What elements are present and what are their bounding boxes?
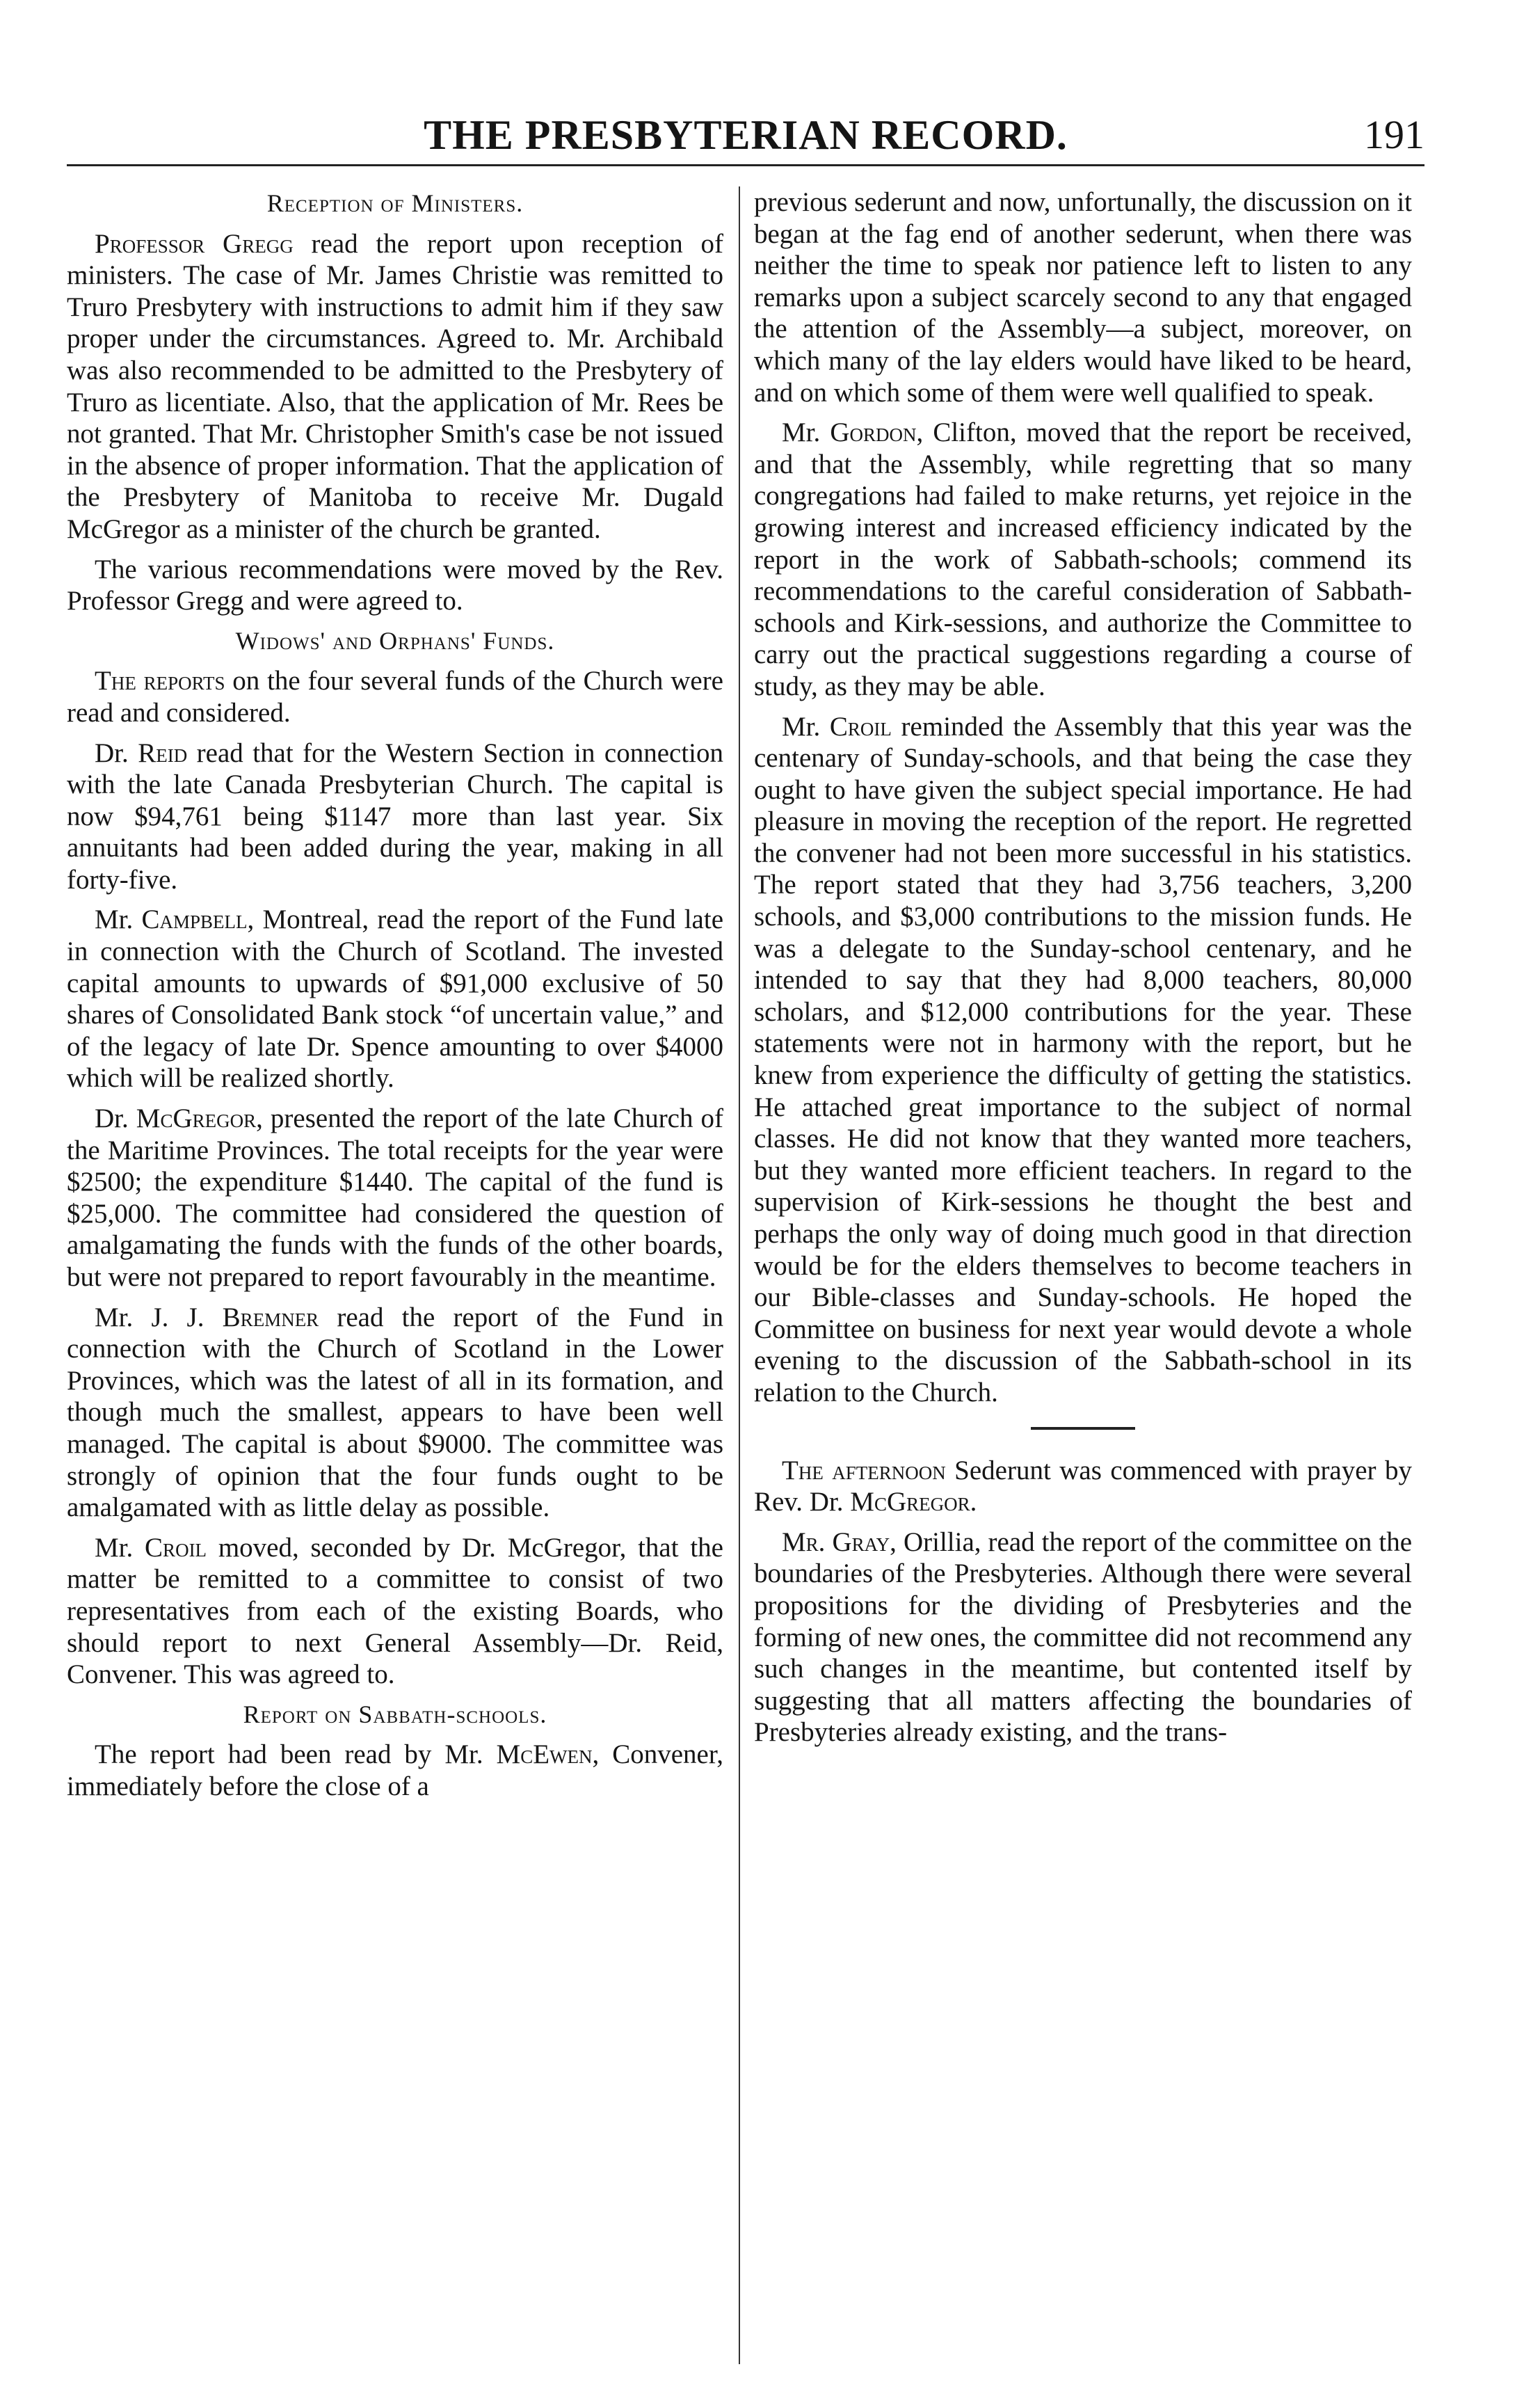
section-separator-rule xyxy=(1031,1427,1135,1430)
speaker-name: Bremner xyxy=(222,1302,319,1332)
paragraph xyxy=(67,665,723,728)
paragraph-text: Sederunt was commenced with prayer by Rev. Dr. xyxy=(754,1455,1412,1517)
left-column xyxy=(67,186,723,2364)
paragraph xyxy=(67,904,723,1094)
paragraph xyxy=(67,1532,723,1691)
paragraph xyxy=(754,1455,1412,1518)
paragraph xyxy=(67,1739,723,1802)
paragraph xyxy=(67,228,723,545)
paragraph-text: read the report of the Fund in connection with the Church of Scotland in the Lower Provinces, which was the latest of all in its formation, and though much the smallest, appears to have been well managed. The capital is about $9000. The committee was strongly of opinion that the four funds ought to be amalgamated with as little delay as possible. xyxy=(67,1302,723,1523)
paragraph-text: on the four several funds of the Church were read and considered. xyxy=(67,666,723,728)
paragraph-text: , Orillia, read the report of the committee on the boundaries of the Presbyteries. Although there were several propositions for the dividing of Presbyteries and the forming of new ones, the committee did not recommend any such changes in the meantime, but contented itself by suggesting that all matters affecting the boundaries of Presbyteries already existing, and the trans- xyxy=(754,1526,1412,1748)
section-heading-widows-orphans-funds: Widows' and Orphans' Funds. xyxy=(235,626,555,655)
section-heading-sabbath-schools: Report on Sabbath-schools. xyxy=(243,1700,547,1728)
lead-in: The reports xyxy=(95,666,225,696)
running-header xyxy=(67,104,1424,167)
column-divider xyxy=(739,186,740,2364)
speaker-name: Gordon xyxy=(830,417,917,448)
section-heading-reception-of-ministers: Reception of Ministers. xyxy=(266,189,524,217)
paragraph-text: , Convener, immediately before the close of a xyxy=(67,1739,723,1801)
paragraph-text: read the report upon reception of ministers. The case of Mr. James Christie was remitted to Truro Presbytery with instructions to admit him if they saw proper under the circumstances. Agreed to. Mr. Archibald was also recommended to be admitted to the Presbytery of Truro as licentiate. Also, that the application of Mr. Rees be not granted. That Mr. Christopher Smith's case be not issued in the absence of proper information. That the application of the Presbytery of Manitoba to receive Mr. Dugald McGregor as a minister of the church be granted. xyxy=(67,228,723,544)
speaker-name: McGregor xyxy=(136,1103,257,1134)
paragraph-prefix: Mr. xyxy=(95,1532,145,1563)
paragraph-prefix: Mr. xyxy=(782,711,830,742)
paragraph-continued: previous sederunt and now, unfortunally, the discussion on it began at the fag end of another sederunt, when there was neither the time to speak nor patience left to listen to any remarks upon a subject scarcely second to any that engaged the attention of the Assembly—a subject, moreover, on which many of the lay elders would have liked to be heard, and on which some of them were well qualified to speak. xyxy=(754,187,1412,408)
paragraph-text: read that for the Western Section in connection with the late Canada Presbyterian Church. The capital is now $94,761 being $1147 more than last year. Six annuitants had been added during the year, making in all forty-five. xyxy=(67,737,723,895)
speaker-name: Croil xyxy=(145,1532,207,1563)
paragraph-text: , Clifton, moved that the report be received, and that the Assembly, while regretting that so many congregations had failed to make returns, yet rejoice in the growing interest and increased efficiency indicated by the report in the work of Sabbath-schools; commend its recommendations to the careful consideration of Sabbath-schools and Kirk-sessions, and authorize the Committee to carry out the practical suggestions regarding a course of study, as they may be able. xyxy=(754,417,1412,701)
paragraph-end: . xyxy=(970,1487,977,1517)
paragraph xyxy=(754,417,1412,702)
speaker-name: McEwen xyxy=(496,1739,593,1770)
paragraph-text: , presented the report of the late Church of the Maritime Provinces. The total receipts for the year were $2500; the expenditure $1440. The capital of the fund is $25,000. The committee had considered the question of amalgamating the funds with the funds of the other boards, but were not prepared to report favourably in the meantime. xyxy=(67,1103,723,1292)
paragraph-prefix: Mr. xyxy=(782,417,830,448)
header-rule xyxy=(67,164,1424,166)
speaker-name: Croil xyxy=(829,711,892,742)
paragraph xyxy=(754,1526,1412,1748)
paragraph xyxy=(754,711,1412,1409)
right-column xyxy=(754,186,1412,2364)
paragraph: The various recommendations were moved by the Rev. Professor Gregg and were agreed to. xyxy=(67,554,723,616)
speaker-name: McGregor xyxy=(850,1487,970,1517)
paragraph xyxy=(67,737,723,896)
paragraph-prefix: Mr. J. J. xyxy=(95,1302,223,1332)
paragraph-text: , Montreal, read the report of the Fund late in connection with the Church of Scotland. The invested capital amounts to upwards of $91,000 exclusive of 50 shares of Consolidated Bank stock “of uncertain value,” and of the legacy of late Dr. Spence amounting to over $4000 which will be realized shortly. xyxy=(67,904,723,1094)
paragraph-prefix: The report had been read by Mr. xyxy=(95,1739,497,1770)
speaker-name: Campbell xyxy=(141,904,248,935)
lead-in: Professor Gregg xyxy=(95,228,294,259)
paragraph-text: reminded the Assembly that this year was the centenary of Sunday-schools, and that being the case they ought to have given the subject special importance. He had pleasure in moving the reception of the report. He regretted the convener had not been more successful in his statistics. The report stated that they had 3,756 teachers, 3,200 schools, and $3,000 contributions to the mission funds. He was a delegate to the Sunday-school centenary, and he intended to say that they had 8,000 teachers, 80,000 scholars, and $12,000 contributions for the year. These statements were not in harmony with the report, but he knew from experience the difficulty of getting the statistics. He attached great importance to the subject of normal classes. He did not know that they wanted more teachers, but they wanted more efficient teachers. In regard to the supervision of Kirk-sessions he thought the best and perhaps the only way of doing much good in that direction would be for the elders themselves to become teachers in our Bible-classes and Sunday-schools. He hoped the Committee on business for next year would devote a whole evening to the discussion of the Sabbath-school in its relation to the Church. xyxy=(754,711,1412,1408)
paragraph-text: moved, seconded by Dr. McGregor, that the matter be remitted to a committee to consist of two representatives from each of the existing Boards, who should report to next General Assembly—Dr. Reid, Convener. This was agreed to. xyxy=(67,1532,723,1690)
speaker-name: Mr. Gray xyxy=(782,1526,890,1557)
journal-title: THE PRESBYTERIAN RECORD. xyxy=(424,112,1068,158)
speaker-name: Reid xyxy=(138,737,188,768)
page-number: 191 xyxy=(1364,112,1424,157)
paragraph xyxy=(67,1302,723,1524)
paragraph xyxy=(67,1103,723,1293)
paragraph-prefix: Mr. xyxy=(95,904,142,935)
paragraph-prefix: Dr. xyxy=(95,1103,136,1134)
lead-in: The afternoon xyxy=(782,1455,946,1485)
paragraph-prefix: Dr. xyxy=(95,737,138,768)
